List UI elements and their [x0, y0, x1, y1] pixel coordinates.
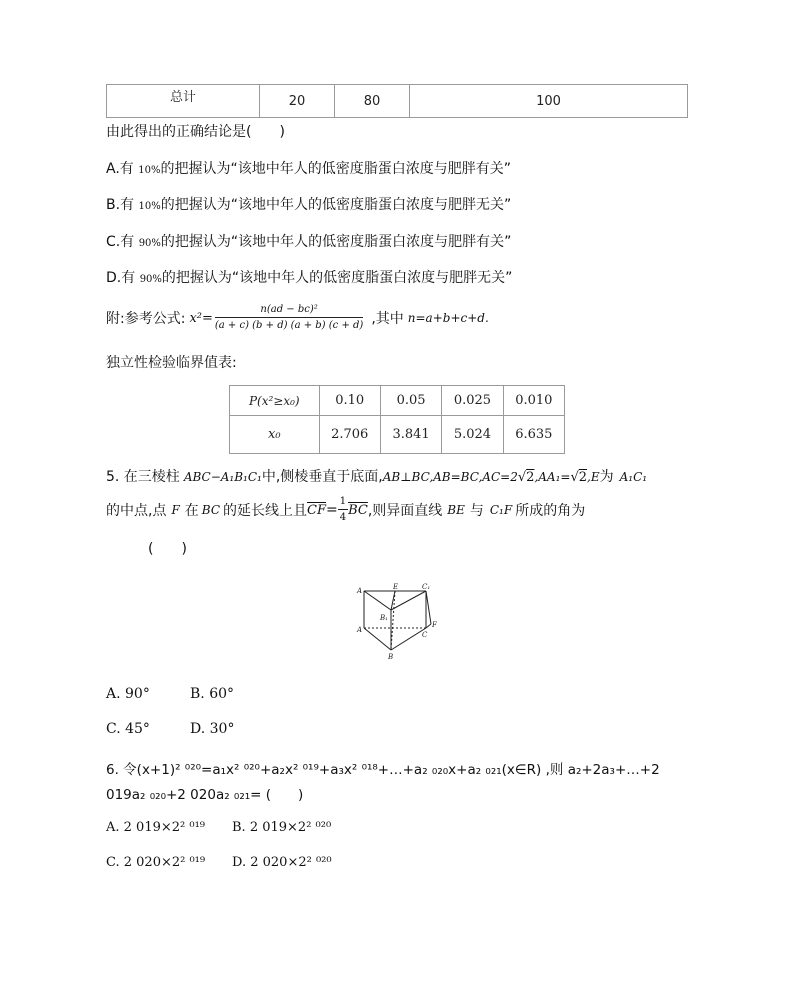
critical-cell: 5.024 [442, 416, 503, 454]
label-a: A [357, 626, 363, 634]
q5-line1: 5. 在三棱柱 ABC−A₁B₁C₁ 中,侧棱垂直于底面, AB⊥BC,AB=BC,AC=2 √2 ,AA₁= √2 ,E 为 A₁C₁ [106, 469, 648, 485]
formula-lhs: x²= [189, 310, 213, 326]
q5-line2: 的中点,点 F 在 BC 的延长线上且 $\overline{CF}$ = $\frac{1}{4}$ $\overline{BC}$ ,则异面直线 BE 与 C₁F 所成的角为 [106, 496, 586, 523]
q4-prompt: 由此得出的正确结论是( ) [106, 124, 285, 140]
q6-option-d: D. 2 020×2² ⁰²⁰ [232, 855, 332, 870]
q6-option-b: B. 2 019×2² ⁰²⁰ [232, 820, 332, 835]
critical-cell: 0.025 [442, 386, 503, 416]
edge-b1c1 [391, 591, 426, 610]
label-b1: B₁ [380, 614, 388, 622]
q5-option-a: A. 90° [106, 686, 150, 702]
q4-option-b: B.有 10%的把握认为“该地中年人的低密度脂蛋白浓度与肥胖无关” [106, 197, 512, 213]
label-e: E [393, 583, 399, 591]
formula-line [106, 300, 489, 336]
summary-label-cell: 总计 [107, 85, 260, 118]
critical-cell: 6.635 [503, 416, 564, 454]
segment-c1f [426, 591, 431, 624]
edge-bc [391, 628, 426, 650]
q5-option-b: B. 60° [190, 686, 235, 702]
q4-option-c: C.有 90%的把握认为“该地中年人的低密度脂蛋白浓度与肥胖有关” [106, 234, 512, 250]
critical-cell: 3.841 [380, 416, 441, 454]
formula-where: ,其中 [371, 311, 404, 327]
q5-option-d: D. 30° [190, 721, 235, 737]
q6-line1: 6. 令(x+1)² ⁰²⁰=a₁x² ⁰²⁰+a₂x² ⁰¹⁹+a₃x² ⁰¹⁸+…+a₂ ₀₂₀x+a₂ ₀₂₁(x∈R) ,则 a₂+2a₃+…+2 [106, 762, 660, 778]
edge-a1b1 [364, 591, 391, 610]
formula-fraction: $\frac{\text{n(ad − bc)²}}{(a + c) (b + d) (a + b) (c + d)}$ [214, 304, 364, 331]
label-f: F [432, 621, 437, 629]
critical-cell: 2.706 [319, 416, 380, 454]
critical-table-title: 独立性检验临界值表: [106, 355, 237, 371]
critical-cell: 0.10 [319, 386, 380, 416]
summary-value-cell: 20 [260, 85, 335, 118]
critical-row2-label: x₀ [230, 416, 320, 454]
summary-value-cell: 80 [335, 85, 410, 118]
q5-answer-paren: ( ) [148, 541, 187, 557]
q6-option-a: A. 2 019×2² ⁰¹⁹ [106, 820, 206, 835]
formula-label: 附:参考公式: [106, 311, 186, 327]
q6-option-c: C. 2 020×2² ⁰¹⁹ [106, 855, 206, 870]
critical-table [229, 385, 565, 454]
label-a1: A [357, 587, 363, 595]
edge-ab [364, 628, 391, 650]
label-c: C [422, 631, 428, 639]
q4-option-a: A.有 10%的把握认为“该地中年人的低密度脂蛋白浓度与肥胖有关” [106, 161, 511, 177]
label-c1: C₁ [422, 583, 431, 591]
critical-cell: 0.010 [503, 386, 564, 416]
label-b: B [388, 653, 394, 661]
q6-line2: 019a₂ ₀₂₀+2 020a₂ ₀₂₁= ( ) [106, 787, 304, 803]
summary-value-cell: 100 [410, 85, 688, 118]
segment-cf [426, 624, 431, 628]
critical-cell: 0.05 [380, 386, 441, 416]
q4-option-d: D.有 90%的把握认为“该地中年人的低密度脂蛋白浓度与肥胖无关” [106, 270, 513, 286]
critical-row1-label: P(x²≥x₀) [230, 386, 320, 416]
summary-table [106, 84, 688, 118]
formula-n: n=a+b+c+d. [407, 311, 489, 325]
q5-option-c: C. 45° [106, 721, 150, 737]
prism-figure [352, 580, 442, 664]
